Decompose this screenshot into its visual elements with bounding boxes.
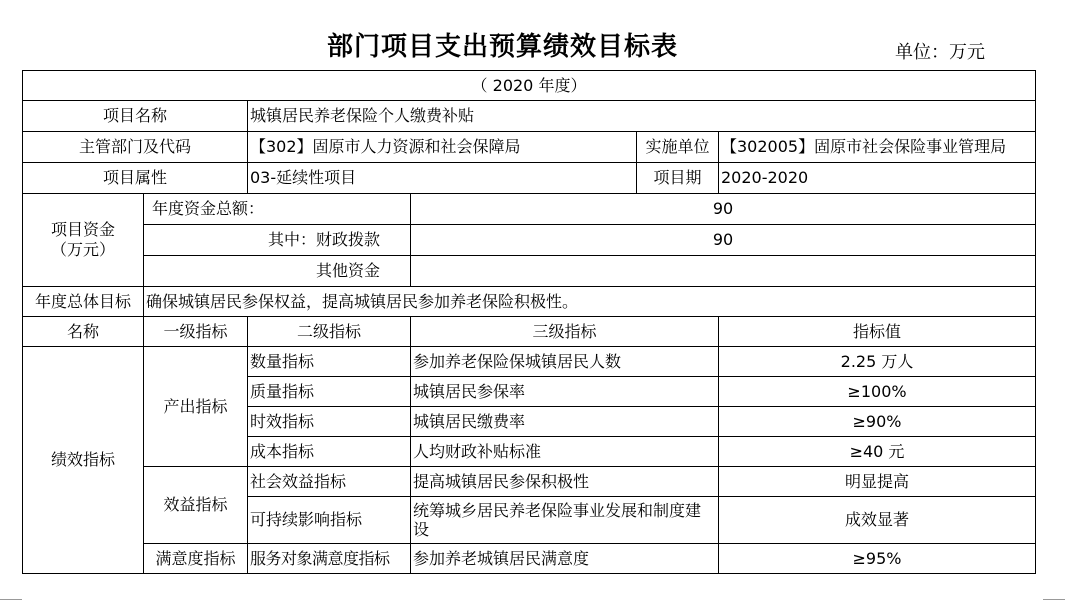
funds-other-value xyxy=(411,256,1036,287)
funds-fiscal-row xyxy=(23,225,1036,256)
header-level2: 二级指标 xyxy=(248,317,411,347)
level2-cell: 可持续影响指标 xyxy=(248,497,411,544)
value-cell: ≥95% xyxy=(719,544,1036,574)
funds-other-label: 其他资金 xyxy=(144,256,411,287)
funds-label: 项目资金 （万元） xyxy=(23,194,144,287)
project-name-label: 项目名称 xyxy=(23,101,248,132)
level3-cell: 城镇居民缴费率 xyxy=(411,407,719,437)
page-corner-mark-right xyxy=(1043,599,1065,600)
implementer-label: 实施单位 xyxy=(637,132,719,163)
indicator-row xyxy=(23,347,1036,377)
funds-other-row xyxy=(23,256,1036,287)
value-cell: 2.25 万人 xyxy=(719,347,1036,377)
indicator-row xyxy=(23,544,1036,574)
header-level3: 三级指标 xyxy=(411,317,719,347)
page-title: 部门项目支出预算绩效目标表 xyxy=(326,32,678,62)
funds-total-label: 年度资金总额： xyxy=(144,194,411,225)
effect-indicator-label: 效益指标 xyxy=(144,467,248,544)
year-cell: （ 2020 年度） xyxy=(23,71,1036,101)
level3-cell: 城镇居民参保率 xyxy=(411,377,719,407)
header-level1: 一级指标 xyxy=(144,317,248,347)
header-name: 名称 xyxy=(23,317,144,347)
department-row xyxy=(23,132,1036,163)
header-value: 指标值 xyxy=(719,317,1036,347)
level2-cell: 数量指标 xyxy=(248,347,411,377)
implementer-value: 【302005】固原市社会保险事业管理局 xyxy=(719,132,1036,163)
unit-label: 单位：万元 xyxy=(895,42,985,63)
page-corner-mark-left xyxy=(0,599,22,600)
period-value: 2020-2020 xyxy=(719,163,1036,194)
value-cell: ≥100% xyxy=(719,377,1036,407)
period-label: 项目期 xyxy=(637,163,719,194)
annual-goal-row xyxy=(23,287,1036,317)
funds-total-row xyxy=(23,194,1036,225)
attribute-row xyxy=(23,163,1036,194)
level2-cell: 时效指标 xyxy=(248,407,411,437)
project-name-row xyxy=(23,101,1036,132)
value-cell: ≥90% xyxy=(719,407,1036,437)
level2-cell: 社会效益指标 xyxy=(248,467,411,497)
indicator-row xyxy=(23,467,1036,497)
performance-table xyxy=(22,70,1036,574)
indicator-header-row xyxy=(23,317,1036,347)
annual-goal-label: 年度总体目标 xyxy=(23,287,144,317)
funds-fiscal-value: 90 xyxy=(411,225,1036,256)
level2-cell: 服务对象满意度指标 xyxy=(248,544,411,574)
project-name-value: 城镇居民养老保险个人缴费补贴 xyxy=(248,101,1036,132)
output-indicator-label: 产出指标 xyxy=(144,347,248,467)
level3-cell: 人均财政补贴标准 xyxy=(411,437,719,467)
year-row xyxy=(23,71,1036,101)
attribute-label: 项目属性 xyxy=(23,163,248,194)
level3-cell: 参加养老保险保城镇居民人数 xyxy=(411,347,719,377)
level3-cell: 提高城镇居民参保积极性 xyxy=(411,467,719,497)
level3-cell: 参加养老城镇居民满意度 xyxy=(411,544,719,574)
performance-label: 绩效指标 xyxy=(23,347,144,574)
annual-goal-value: 确保城镇居民参保权益，提高城镇居民参加养老保险积极性。 xyxy=(144,287,1036,317)
level2-cell: 成本指标 xyxy=(248,437,411,467)
value-cell: 明显提高 xyxy=(719,467,1036,497)
level3-cell: 统筹城乡居民养老保险事业发展和制度建设 xyxy=(411,497,719,544)
satisfaction-indicator-label: 满意度指标 xyxy=(144,544,248,574)
department-value: 【302】固原市人力资源和社会保障局 xyxy=(248,132,637,163)
funds-fiscal-label: 其中：财政拨款 xyxy=(144,225,411,256)
level2-cell: 质量指标 xyxy=(248,377,411,407)
department-label: 主管部门及代码 xyxy=(23,132,248,163)
value-cell: ≥40 元 xyxy=(719,437,1036,467)
attribute-value: 03-延续性项目 xyxy=(248,163,637,194)
value-cell: 成效显著 xyxy=(719,497,1036,544)
funds-total-value: 90 xyxy=(411,194,1036,225)
